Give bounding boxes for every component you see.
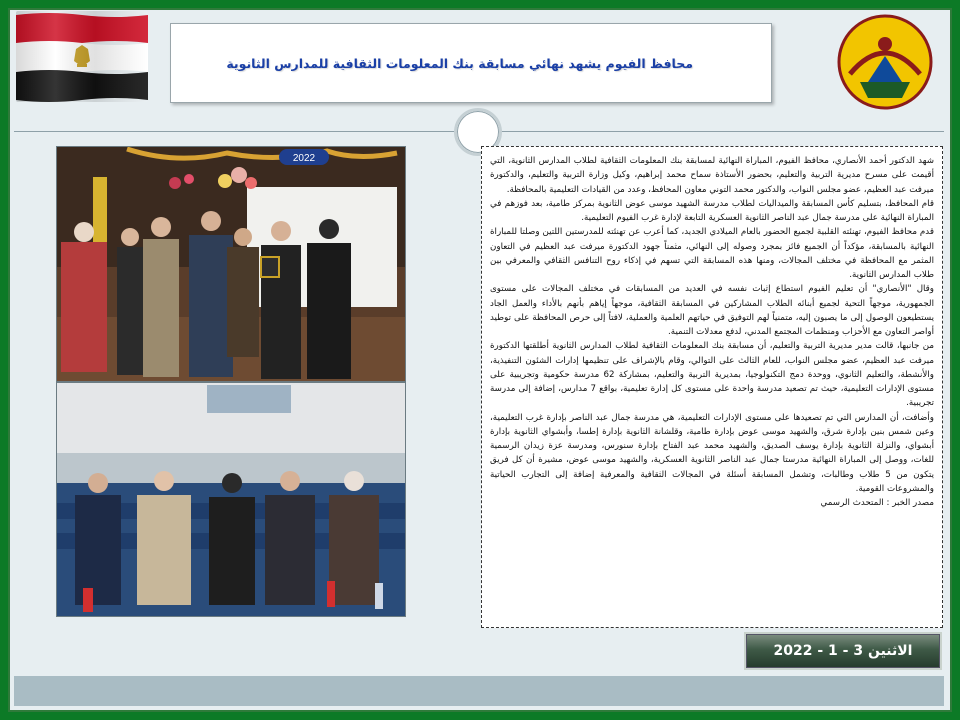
title-box xyxy=(170,23,772,103)
bottom-band xyxy=(14,676,944,706)
fayoum-governorate-logo xyxy=(832,12,938,112)
article-paragraph: شهد الدكتور أحمد الأنصاري، محافظ الفيوم، المباراة النهائية لمسابقة بنك المعلومات الثقافية لطلاب المدارس الثانوية، التي أقيمت على مسرح مديرية التربية والتعليم، بحضور الأستاذة سماح محمد إبراهيم، وكيل وزارة التربية والتعليم، والدكتورة ميرفت عبد العظيم، عضو مجلس النواب، والدكتور محمد التوني معاون المحافظ، وعدد من القيادات التعليمية بالمحافظة. xyxy=(490,156,934,195)
article-source: مصدر الخبر : المتحدث الرسمي xyxy=(820,498,934,508)
article-body xyxy=(481,146,943,628)
news-title: محافظ الفيوم يشهد نهائي مسابقة بنك المعلومات الثقافية للمدارس الثانوية xyxy=(226,55,693,71)
article-paragraph: وقال "الأنصاري" أن تعليم الفيوم استطاع إثبات نفسه في العديد من المسابقات في مختلف المجالات على مستوى الجمهورية، موجهاً التحية لجميع أبنائه الطلاب المشاركين في المسابقة الثقافية، موجهاً إياهم بأنهم بالأداء والعمل الجاد يستطيعون الوصول إلى ما يصبون إليه، متمنياً لهم التوفيق في حياتهم العلمية والعملية، لافتاً إلى حرص المحافظة على توطيد أواصر التعاون مع الأحزاب ومنظمات المجتمع المدني، لدفع معدلات التنمية. xyxy=(490,284,934,337)
banner-year: 2022 xyxy=(292,153,316,164)
article-paragraph: قام المحافظ، بتسليم كأس المسابقة والميداليات لطلاب مدرسة الشهيد موسى عوض الثانوية بمركز طامية، بعد فوزهم في المباراة النهائية على مدرسة جمال عبد الناصر الثانوية العسكرية التابعة لإدارة غرب الفيوم التعليمية. xyxy=(490,198,934,223)
article-paragraph: قدم محافظ الفيوم، تهنئته القلبية لجميع الحضور بالعام الميلادي الجديد، كما أعرب عن تهنئته للمدرستين اللتين وصلتا للمباراة النهائية بالمسابقة، مؤكداً أن الجميع فائز بمجرد وصوله إلى النهائي، مثمناً جهود الدكتورة ميرفت عبد العظيم في التعاون المثمر مع المحافظة في مختلف المجالات، ومنها هذه المسابقة التي تسهم في إذكاء روح التنافس الثقافي والمعرفي بين طلاب المدارس الثانوية. xyxy=(490,227,934,280)
photo-audience xyxy=(56,382,406,617)
egypt-flag xyxy=(16,11,148,102)
article-paragraph: من جانبها، قالت مدير مديرية التربية والتعليم، أن مسابقة بنك المعلومات الثقافية لطلاب المدارس الثانوية أطلقتها الدكتورة ميرفت عبد العظيم، عضو مجلس النواب، للعام الثالث على التوالي، وقام بالإشراف على تنظيمها إدارات الشئون التنفيذية، والأنشطة، والتعليم الثانوي، ووحدة دمج التكنولوجيا، بمديرية التربية والتعليم، بمشاركة 62 مدرسة حكومية وتجريبية على مستوى الإدارات التعليمية، حيث تم تصعيد مدرسة واحدة على مستوى كل إدارة تعليمية، بواقع 7 مدارس، إضافة إلى مدرسة تجريبية. xyxy=(490,341,934,409)
article-paragraph: وأضافت، أن المدارس التي تم تصعيدها على مستوى الإدارات التعليمية، هي مدرسة جمال عبد الناصر بإدارة غرب التعليمية، وعين شمس بنين بإدارة شرق، والشهيد موسى عوض بإدارة طامية، وقلشانة الثانوية بإدارة إطسا، وأبشواي الثانوية بإدارة أبشواي، والنزلة الثانوية بإدارة يوسف الصديق، والشهيد محمد عبد الفتاح بإدارة سنورس، ومدرسة عزة زيدان الرسمية للغات، ووصل إلى المباراة النهائية مدرستا جمال عبد الناصر الثانوية العسكرية، والشهيد موسى عوض، مشيرة أن كل فريق يتكون من 5 طلاب وطالبات، وتشمل المسابقة أسئلة في المجالات الثقافية والمعرفية إضافة إلى التجارب الحياتية والمشروعات القومية. xyxy=(490,412,934,494)
date-plate xyxy=(744,632,942,670)
egypt-flag-graphic xyxy=(16,11,148,102)
photo-award-ceremony xyxy=(56,146,406,382)
publish-date: الاثنين 3 - 1 - 2022 xyxy=(773,643,913,659)
